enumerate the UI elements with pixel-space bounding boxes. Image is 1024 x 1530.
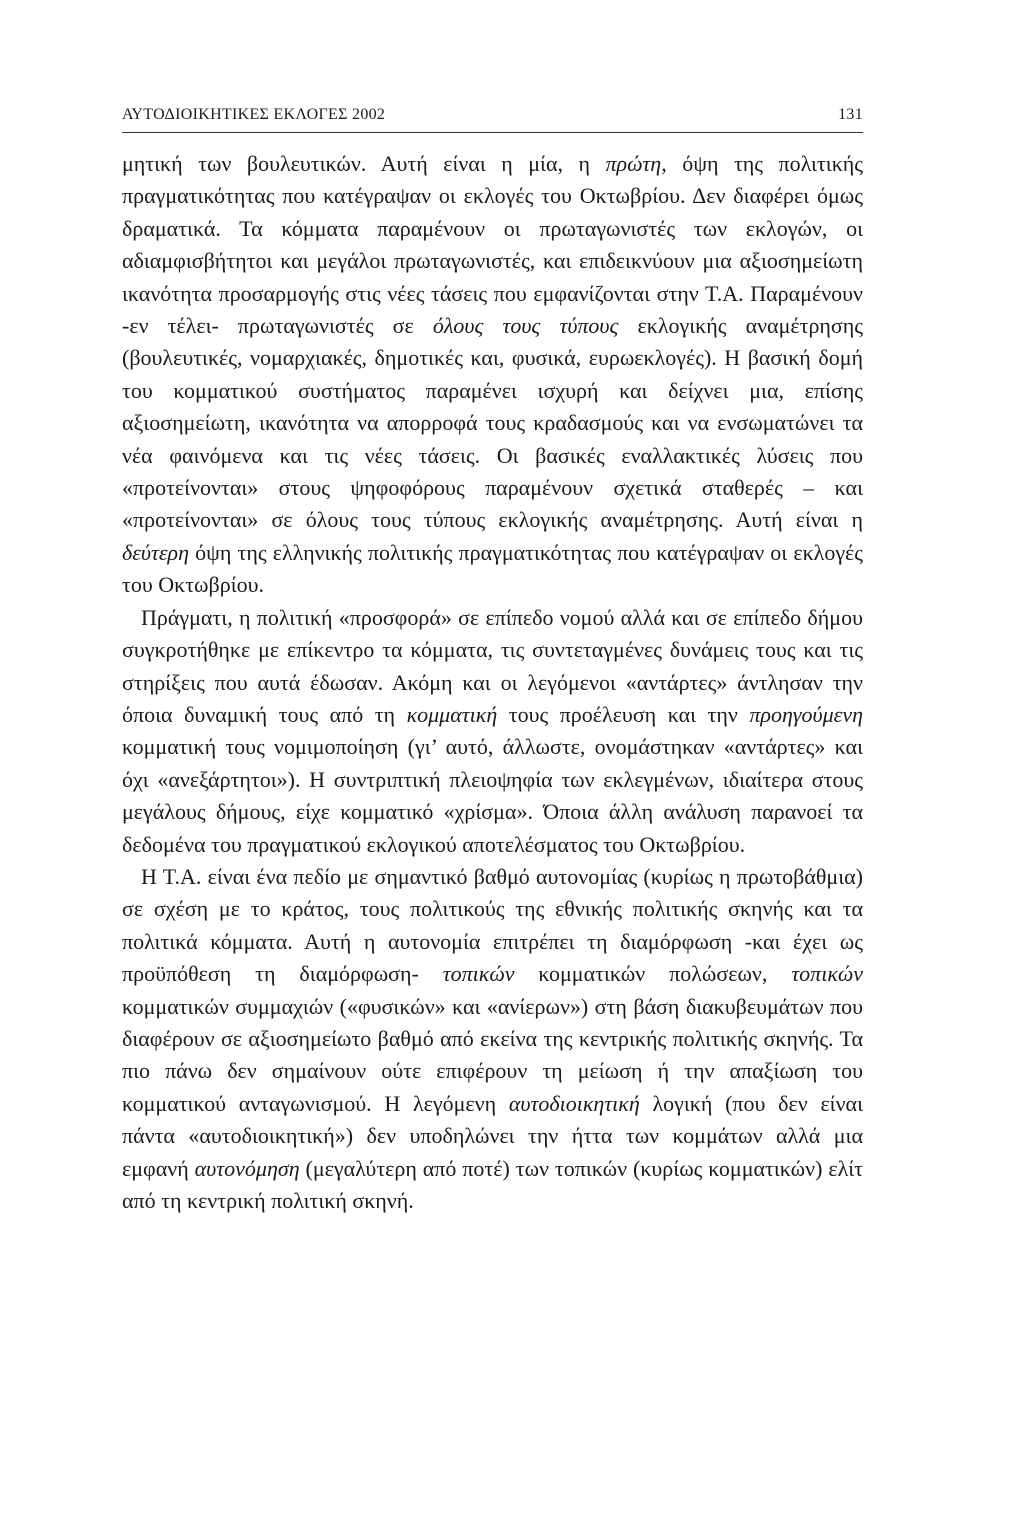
text-run: Πράγματι, η πολιτική «προσφορά» σε επίπεδο νομού αλλά και σε επίπεδο δήμου συγκροτήθηκε με επίκεντρο τα κόμματα, τις συντεταγμένες δυνάμεις τους και τις στηρίξεις που αυτά έδωσαν. Ακόμη και οι λεγόμενοι «αντάρτες» άντλησαν την όποια δυναμική τους από τη [122, 604, 863, 727]
italic-text-run: όλους τους τύπους [432, 313, 619, 339]
text-run: , όψη της πολιτικής πραγματικότητας που κατέγραψαν οι εκλογές του Οκτωβρίου. Δεν διαφέρει όμως δραματικά. Τα κόμματα παραμένουν οι πρωταγωνιστές των εκλογών, οι αδιαμφισβήτητοι και μεγάλοι πρωταγωνιστές, και επιδεικνύουν μια αξιοσημείωτη ικανότητα προσαρμογής στις νέες τάσεις που εμφανίζονται στην Τ.Α. Παραμένουν -εν τέλει- πρωταγωνιστές σε [122, 151, 863, 339]
paragraph-1 [122, 148, 863, 602]
text-run: κομματικών πολώσεων, [514, 961, 792, 987]
text-run: εκλογικής αναμέτρησης (βουλευτικές, νομαρχιακές, δημοτικές και, φυσικά, ευρωεκλογές). Η βασική δομή του κομματικού συστήματος παραμένει ισχυρή και δείχνει μια, επίσης αξιοσημείωτη, ικανότητα να απορροφά τους κραδασμούς και να ενσωματώνει τα νέα φαινόμενα και τις νέες τάσεις. Οι βασικές εναλλακτικές λύσεις που «προτείνονται» στους ψηφοφόρους παραμένουν σχετικά σταθερές – και «προτείνονται» σε όλους τους τύπους εκλογικής αναμέτρησης. Αυτή είναι η [122, 313, 864, 533]
text-run: όψη της ελληνικής πολιτικής πραγματικότητας που κατέγραψαν οι εκλογές του Οκτωβρίου. [122, 539, 863, 598]
text-run: (μεγαλύτερη από ποτέ) των τοπικών (κυρίως κομματικών) ελίτ από τη κεντρική πολιτική σκηνή. [122, 1155, 863, 1213]
body-text [122, 148, 863, 1217]
italic-text-run: κομματική [406, 701, 498, 727]
italic-text-run: τοπικών [791, 961, 863, 987]
text-run: λογική (που δεν είναι πάντα «αυτοδιοικητική») δεν υποδηλώνει την ήττα των κομμάτων αλλά μια εμφανή [122, 1090, 863, 1181]
text-run: μητική των βουλευτικών. Αυτή είναι η μία, η [122, 151, 606, 176]
running-title: ΑΥΤΟΔΙΟΙΚΗΤΙΚΕΣ ΕΚΛΟΓΕΣ 2002 [122, 106, 386, 123]
italic-text-run: προηγούμενη [749, 701, 864, 727]
italic-text-run: αυτοδιοικητική [508, 1090, 640, 1116]
header-rule [122, 132, 863, 133]
text-run: Η Τ.Α. είναι ένα πεδίο με σημαντικό βαθμό αυτονομίας (κυρίως η πρωτοβάθμια) σε σχέση με το κράτος, τους πολιτικούς της εθνικής πολιτικής σκηνής και τα πολιτικά κόμματα. Αυτή η αυτονομία επιτρέπει τη διαμόρφωση -και έχει ως προϋπόθεση τη διαμόρφωση- [122, 863, 863, 987]
running-head [122, 106, 863, 128]
paragraph-2 [122, 602, 863, 861]
italic-text-run: τοπικών [442, 961, 515, 987]
italic-text-run: δεύτερη [122, 539, 190, 565]
paragraph-3 [122, 861, 863, 1217]
text-run: κομματικών συμμαχιών («φυσικών» και «ανίερων») στη βάση διακυβευμάτων που διαφέρουν σε αξιοσημείωτο βαθμό από εκείνα της κεντρικής πολιτικής σκηνής. Τα πιο πάνω δεν σημαίνουν ούτε επιφέρουν τη μείωση ή την απαξίωση του κομματικού ανταγωνισμού. Η λεγόμενη [122, 993, 863, 1116]
italic-text-run: πρώτη [605, 151, 662, 176]
text-run: τους προέλευση και την [497, 701, 750, 727]
page-number: 131 [838, 106, 863, 123]
text-run: κομματική τους νομιμοποίηση (γι’ αυτό, άλλωστε, ονομάστηκαν «αντάρτες» και όχι «ανεξάρτητοι»). Η συντριπτική πλειοψηφία των εκλεγμένων, ιδιαίτερα στους μεγάλους δήμους, είχε κομματικό «χρίσμα». Όποια άλλη ανάλυση παρανοεί τα δεδομένα του πραγματικού εκλογικού αποτελέσματος του Οκτωβρίου. [122, 734, 863, 857]
italic-text-run: αυτονόμηση [194, 1155, 300, 1181]
